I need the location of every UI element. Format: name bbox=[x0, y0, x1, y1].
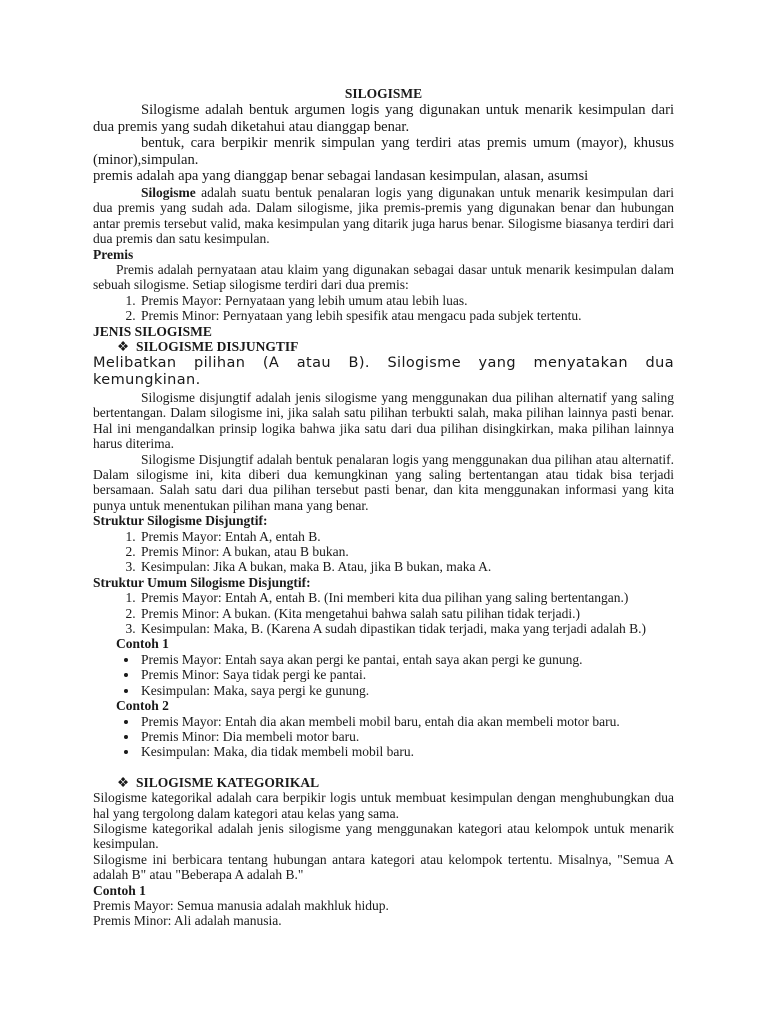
list-item: 2. Premis Minor: A bukan. (Kita mengetahui bahwa salah satu pilihan tidak terjadi.) bbox=[139, 606, 674, 621]
silogisme-term: Silogisme bbox=[141, 184, 196, 200]
intro-paragraph-2: bentuk, cara berpikir menrik simpulan yang terdiri atas premis umum (mayor), khusus (minor),simpulan. bbox=[93, 135, 674, 168]
kategorikal-contoh-line: Premis Minor: Ali adalah manusia. bbox=[93, 913, 282, 929]
contoh-1-heading: Contoh 1 bbox=[116, 636, 169, 652]
kategorikal-heading bbox=[117, 775, 674, 790]
jenis-heading: JENIS SILOGISME bbox=[93, 323, 212, 339]
list-item: • Kesimpulan: Maka, dia tidak membeli mobil baru. bbox=[139, 744, 674, 759]
disjungtif-paragraph-2: Silogisme Disjungtif adalah bentuk penalaran logis yang menggunakan dua pilihan atau alternatif. Dalam silogisme ini, kita diberi dua kemungkinan yang saling bertentangan atau tidak bisa terjadi bersamaan. Salah satu dari dua pilihan tersebut pasti benar, dan kita menggunakan informasi yang kita punya untuk menentukan pilihan mana yang benar. bbox=[93, 451, 674, 513]
premis-paragraph: Premis adalah pernyataan atau klaim yang digunakan sebagai dasar untuk menarik kesimpulan dalam sebuah silogisme. Setiap silogisme terdiri dari dua premis: bbox=[93, 261, 674, 293]
list-item: • Kesimpulan: Maka, saya pergi ke gunung. bbox=[139, 683, 674, 698]
list-item: 3. Kesimpulan: Maka, B. (Karena A sudah dipastikan tidak terjadi, maka yang terjadi adalah B.) bbox=[139, 621, 674, 636]
kategorikal-paragraph-1: Silogisme kategorikal adalah cara berpikir logis untuk membuat kesimpulan dengan menghubungkan dua hal yang tergolong dalam kategori atau kelas yang sama. bbox=[93, 790, 674, 821]
list-item: 2. Premis Minor: A bukan, atau B bukan. bbox=[139, 544, 674, 559]
struktur-heading: Struktur Silogisme Disjungtif: bbox=[93, 513, 268, 529]
disjungtif-heading bbox=[117, 339, 674, 354]
intro-paragraph-1: Silogisme adalah bentuk argumen logis yang digunakan untuk menarik kesimpulan dari dua premis yang sudah diketahui atau dianggap benar. bbox=[93, 102, 674, 135]
disjungtif-summary: Melibatkan pilihan (A atau B). Silogisme yang menyatakan dua kemungkinan. bbox=[93, 355, 674, 389]
document-page bbox=[93, 86, 674, 929]
list-item: 1. Premis Mayor: Entah A, entah B. bbox=[139, 529, 674, 544]
list-item: • Premis Minor: Saya tidak pergi ke pantai. bbox=[139, 667, 674, 682]
premis-heading: Premis bbox=[93, 246, 134, 262]
kategorikal-heading-text: SILOGISME KATEGORIKAL bbox=[136, 774, 320, 790]
kategorikal-contoh-line: Premis Mayor: Semua manusia adalah makhluk hidup. bbox=[93, 897, 389, 913]
list-item: 2. Premis Minor: Pernyataan yang lebih spesifik atau mengacu pada subjek tertentu. bbox=[139, 308, 674, 323]
premis-list bbox=[93, 293, 674, 324]
struktur-umum-heading: Struktur Umum Silogisme Disjungtif: bbox=[93, 574, 311, 590]
diamond-bullet-icon: ❖ bbox=[117, 338, 130, 354]
contoh-2-list bbox=[93, 714, 674, 760]
intro-paragraph-4-text: adalah suatu bentuk penalaran logis yang digunakan untuk menarik kesimpulan dari dua premis yang sudah ada. Dalam silogisme, jika premis-premis yang digunakan benar dan hubungan antar premis tersebut valid, maka kesimpulan yang ditarik juga harus benar. Silogisme biasanya terdiri dari dua premis dan satu kesimpulan. bbox=[93, 184, 674, 247]
document-title: SILOGISME bbox=[344, 86, 423, 101]
kategorikal-paragraph-3: Silogisme ini berbicara tentang hubungan antara kategori atau kelompok tertentu. Misalnya, "Semua A adalah B" atau "Beberapa A adalah B." bbox=[93, 851, 674, 883]
list-item: • Premis Mayor: Entah dia akan membeli mobil baru, entah dia akan membeli motor baru. bbox=[139, 714, 674, 729]
list-item: 1. Premis Mayor: Pernyataan yang lebih umum atau lebih luas. bbox=[139, 293, 674, 308]
list-item: • Premis Minor: Dia membeli motor baru. bbox=[139, 729, 674, 744]
intro-paragraph-3: premis adalah apa yang dianggap benar sebagai landasan kesimpulan, alasan, asumsi bbox=[93, 168, 589, 185]
list-item: 3. Kesimpulan: Jika A bukan, maka B. Atau, jika B bukan, maka A. bbox=[139, 559, 674, 574]
contoh-2-heading: Contoh 2 bbox=[116, 698, 169, 714]
intro-paragraph-4 bbox=[93, 185, 674, 247]
disjungtif-heading-text: SILOGISME DISJUNGTIF bbox=[136, 338, 299, 354]
struktur-list bbox=[93, 529, 674, 575]
kategorikal-paragraph-2: Silogisme kategorikal adalah jenis silogisme yang menggunakan kategori atau kelompok untuk menarik kesimpulan. bbox=[93, 820, 674, 852]
spacer bbox=[93, 760, 674, 775]
kategorikal-contoh-1-heading: Contoh 1 bbox=[93, 882, 146, 898]
disjungtif-paragraph-1: Silogisme disjungtif adalah jenis silogisme yang menggunakan dua pilihan alternatif yang saling bertentangan. Dalam silogisme ini, jika salah satu pilihan terbukti salah, maka pilihan lainnya pasti benar. Hal ini mengandalkan prinsip logika bahwa jika satu dari dua pilihan disingkirkan, maka pilihan lainnya harus diterima. bbox=[93, 389, 674, 452]
struktur-umum-list bbox=[93, 590, 674, 636]
diamond-bullet-icon: ❖ bbox=[117, 774, 130, 790]
list-item: • Premis Mayor: Entah saya akan pergi ke pantai, entah saya akan pergi ke gunung. bbox=[139, 652, 674, 667]
list-item: 1. Premis Mayor: Entah A, entah B. (Ini memberi kita dua pilihan yang saling bertentangan.) bbox=[139, 590, 674, 605]
contoh-1-list bbox=[93, 652, 674, 698]
